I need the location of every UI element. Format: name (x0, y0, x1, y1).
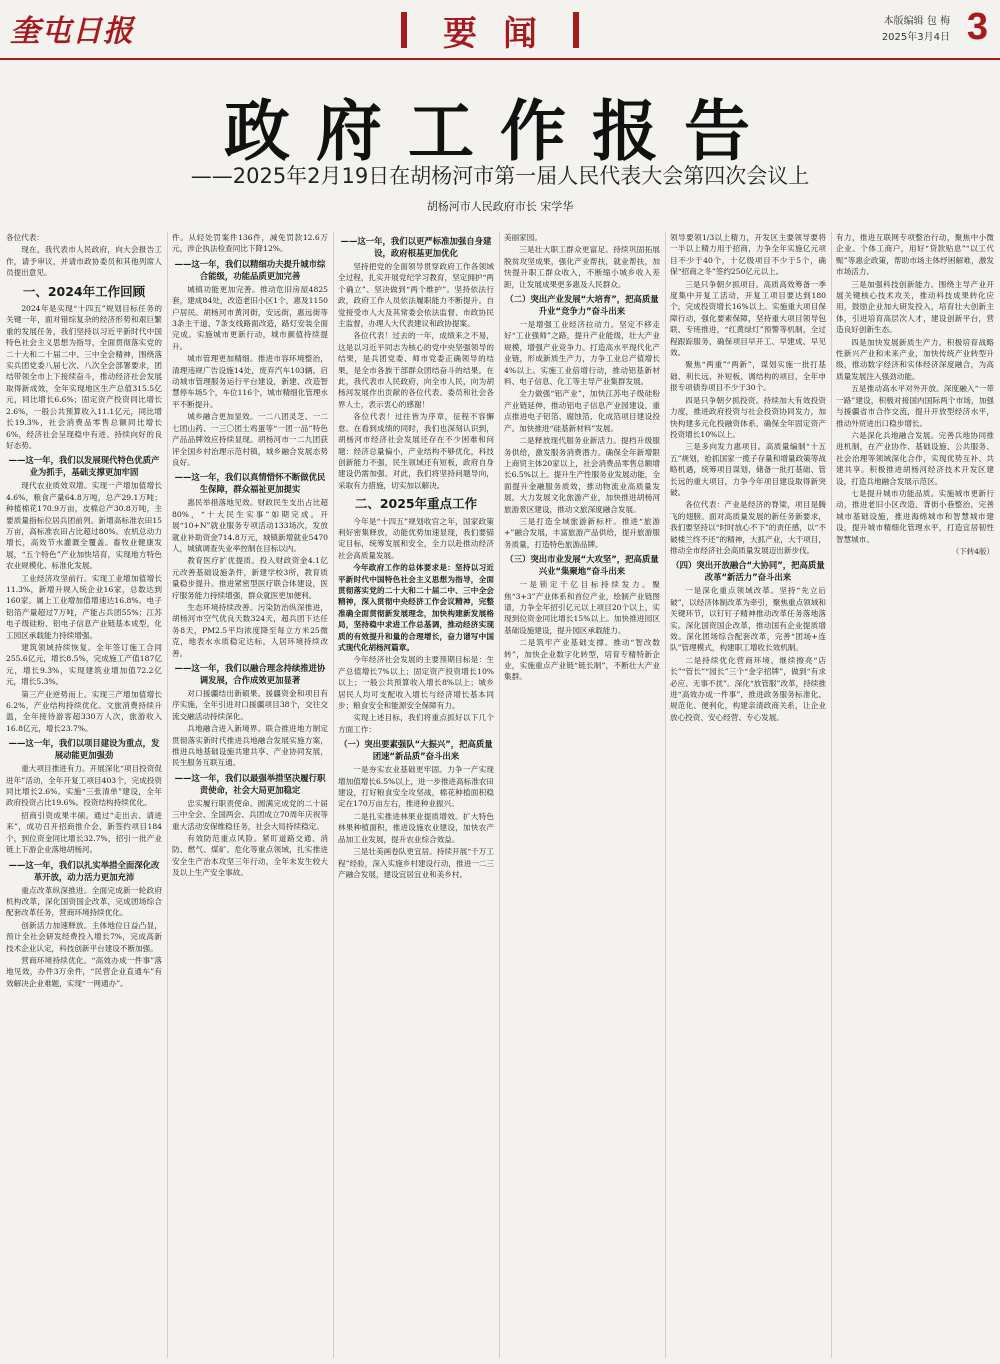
newspaper-header (0, 0, 1000, 62)
paragraph: 今年经济社会发展的主要预期目标是：生产总值增长7%以上；固定资产投资增长10%以上；一般公共预算收入增长8%以上；城乡居民人均可支配收入增长与经济增长基本同步；粮食安全和能源安全保障有力。 (338, 655, 494, 711)
masthead-logo[interactable]: 奎屯日报 (10, 14, 134, 49)
article-column-5 (670, 232, 826, 1358)
paragraph: 创新活力加速释放。主体地位日益凸显，预计全社会研发经费投入增长7%，完成高新技术企业认定，科技创新平台建设不断加强。 (6, 920, 162, 953)
paragraph: 二是筑牢产业基础支撑。推动“智改数转”，加快企业数字化转型，培育专精特新企业，实施重点产业链“链长制”，不断壮大产业集群。 (504, 638, 660, 682)
paragraph: 领导要领1/3以上精力，开发区主要领导要将一半以上精力用于招商，力争全年实施亿元项目不少于40个，十亿级项目不少于5个，确保“招商之冬”签约250亿元以上。 (670, 233, 826, 277)
header-divider (0, 58, 1000, 60)
subsection-heading: （三）突出市业发展“大攻坚”，把高质量兴业“集聚地”奋斗出来 (505, 554, 659, 577)
article-title: 政府工作报告 (224, 93, 776, 170)
paragraph: 对口援疆结出新硕果。援疆资金和项目有序实施，全年引进对口援疆项目38个，交往交流交融活动持续深化。 (172, 689, 328, 721)
editor-line: 本版编辑 包 梅 (883, 16, 950, 27)
paragraph: 建筑领域持续恢复。全年签订施工合同255.6亿元，增长8.5%，完成施工产值187亿元，增长9.3%，实现建筑业增加值72.2亿元，增长5.3%。 (6, 643, 162, 687)
section-banner (385, 8, 595, 52)
paragraph: 三是多向发力惠项目。高质量编制“十五五”规划，抢抓国家一揽子存量和增量政策等战略机遇，统筹项目谋划，储备一批打基础、管长远的重大项目，力争今年项目建设取得新突破。 (670, 442, 826, 497)
article-byline: 胡杨河市人民政府市长 宋学华 (426, 200, 574, 213)
subsection-heading: （二）突出产业发展“大培育”，把高质量升业“竞争力”奋斗出来 (505, 294, 659, 317)
paragraph: 一是深化重点领域改革。坚持“先立后破”，以经济体制改革为牵引，聚焦重点领域和关键环节，以钉钉子精神推动改革任务落地落实。深化国资国企改革，推动国有企业提质增效。深化团场综合配套改革，完善“团场+连队”管理模式，构建职工增收长效机制。 (670, 586, 826, 653)
paragraph: 生态环境持续改善。污染防治纵深推进，胡杨河市空气优良天数324天，超兵团下达任务8天，PM2.5平均浓度降至每立方米25微克，地表水水质稳定达标，人居环境持续改善。 (172, 602, 328, 658)
subsection-heading: （一）突出要素强队“大振兴”，把高质量团速“新品质”奋斗出来 (339, 739, 493, 762)
column-divider (665, 232, 666, 1358)
section-title: 要闻 (443, 13, 563, 54)
subsection-heading: ——这一年，我们以精细功夫提升城市综合能级，功能品质更加完善 (174, 258, 326, 281)
continued-on-page-link[interactable]: （下转4版） (951, 546, 994, 556)
paragraph: 现代农业质效双增。实现一产增加值增长4.6%，粮食产量64.8万吨，总产29.1万吨；种植棉花170.9万亩，皮棉总产30.8万吨，主要质量指标位居兵团前列。新增高标准农田15万亩，高标准农田占比超过80%。农机总动力增长，高效节水灌溉全覆盖。畜牧业健康发展，“五个特色”产业加快培育，实现地方特色农业规模化、标准化发展。 (6, 481, 162, 571)
article-subtitle: ——2025年2月19日在胡杨河市第一届人民代表大会第四次会议上 (190, 164, 810, 188)
paragraph: 三是壮美画卷队更宜居。持续开展“千万工程”经验，深入实施乡村建设行动，推进一二三产融合发展，建设宜居宜业和美乡村。 (338, 847, 494, 879)
paragraph: 有效防范重点风险。紧盯道路交通、消防、燃气、煤矿、危化等重点领域，扎实推进安全生产治本攻坚三年行动，全年未发生较大及以上生产安全事故。 (172, 834, 328, 878)
paragraph: 聚焦“两重”“两新”，谋划实施一批打基础、利长远、补短板、调结构的项目，全年申报专项债券项目不少于30个。 (670, 360, 826, 393)
column-divider (333, 232, 334, 1358)
paragraph: 三是只争朝夕抓项目。高质高效筹备一季度集中开复工活动，开复工项目要达到180个，完成投资增长16%以上。实施重大项目保障行动，强化要素保障，坚持重大项目领导包联、专班推进，“红黄绿灯”预警等机制，全过程跟踪服务，确保项目早开工、早建成、早见效。 (670, 279, 826, 358)
paragraph: 工业经济攻坚前行。实现工业增加值增长11.3%，新增升规入统企业16家，总数达到160家。属上工业增加值增速达16.8%。电子铝箔产量超过7万吨，产能占兵团55%；江苏电子级硅粉、铝电子信息产业链基本成型，化工园区承载能力持续增强。 (6, 573, 162, 640)
paragraph: 四是加快发展新质生产力。积极培育战略性新兴产业和未来产业，加快传统产业转型升级，推动数字经济和实体经济深度融合，为高质量发展注入强劲动能。 (836, 337, 994, 381)
paragraph: 三是加强科技创新能力。围绕主导产业开展关键核心技术攻关，推动科技成果转化应用，鼓励企业加大研发投入，培育壮大创新主体，引进培育高层次人才，建设创新平台，营造良好创新生态。 (836, 279, 994, 335)
paragraph: 件。从轻处罚案件136件，减免罚款12.6万元，涉企执法检查同比下降12%。 (172, 233, 328, 254)
paragraph: 二是扎实推进林果业提质增效。扩大特色林果种植面积，推进设施农业建设，加快农产品加工业发展，提升农业综合效益。 (338, 811, 494, 844)
column-divider (499, 232, 500, 1358)
paragraph: 一是锁定千亿目标持续发力。聚焦“3+3”产业体系和首位产业，绘制产业链图谱，力争全年招引亿元以上项目20个以上，实现到位资金同比增长15%以上。加快推进园区基础设施建设，提升园区承载能力。 (504, 580, 660, 635)
paragraph: 营商环境持续优化。“高效办成一件事”落地见效，办件3万余件，“民营企业直通车”有效解决企业难题，实现“一网通办”。 (6, 955, 162, 988)
paragraph: 城镇功能更加完善。推动危旧房屋4825套，建成84处，改造老旧小区1个，惠及1150户居民。胡杨河市黄河街，安远街，惠远街等3条主干道、7条支线路面改造，路灯安装全面完成。实施城市更新行动，城市颜值持续提升。 (172, 284, 328, 351)
paragraph: 实现上述目标，我们将重点抓好以下几个方面工作： (338, 713, 494, 734)
section-heading-review: 一、2024年工作回顾 (22, 283, 146, 299)
column-divider (831, 232, 832, 1358)
subsection-heading: （四）突出开放融合“大协同”，把高质量改革“新活力”奋斗出来 (671, 560, 825, 583)
salutation: 各位代表： (6, 233, 44, 242)
subsection-heading: ——这一年，我们以融合理念持续推进协调发展，合作成效更加显著 (174, 663, 326, 685)
column-divider (167, 232, 168, 1358)
editor-info (882, 14, 950, 46)
paragraph: 重点改革纵深推进。全面完成新一轮政府机构改革，深化国资国企改革，完成团场综合配套改革任务，营商环境持续优化。 (6, 885, 162, 918)
article-column-4 (504, 232, 660, 1358)
subsection-heading: ——这一年，我们以项目建设为重点，发展动能更加强劲 (8, 738, 160, 761)
page-number: 3 (966, 6, 988, 48)
paragraph: 二是释放现代服务业新活力。提档升级服务供给，激发服务消费潜力。确保全年新增限上商贸主体20家以上，社会消费品零售总额增长6.5%以上。提升生产性服务业发展动能，全面提升金融服务质效，推动物流业高质量发展。大力发展文化旅游产业，加快推进胡杨河旅游景区建设，推动文旅深度融合发展。 (504, 436, 660, 514)
subsection-heading: ——这一年，我们以最强举措坚决履行职责使命，社会大局更加稳定 (174, 772, 326, 795)
paragraph: 各位代表！过往皆为序章，征程不容懈怠。在看到成绩的同时，我们也深刻认识到，胡杨河市经济社会发展还存在不少困难和问题：经济总量偏小，产业结构不够优化，科技创新能力不强，民生领域还有短板，政府自身建设仍需加强。对此，我们将坚持问题导向，采取有力措施，切实加以解决。 (338, 412, 494, 490)
subsection-heading: ——这一年，我们以更严标准加强自身建设，政府根基更加优化 (340, 236, 492, 258)
paragraph: 招商引资成果丰硕。通过“走出去、请进来”，成功召开招商推介会，新签约项目184个，到位资金同比增长32.7%，招引一批产业链上下游企业落地胡杨河。 (6, 810, 162, 855)
subsection-heading: ——这一年，我们以真情惜怀不断做优民生保障，群众福祉更加提实 (174, 472, 326, 495)
paragraph: 城乡融合更加显效。一二八团灵芝、一二七团山药、一三〇团土鸡蛋等“一团一品”特色产品品牌效应持续显现。胡杨河市一二九团获评全国乡村治理示范村镇，城乡融合发展态势良好。 (172, 412, 328, 467)
paragraph: 2024年是实现“十四五”规划目标任务的关键一年，面对错综复杂的经济形势和艰巨繁重的发展任务，我们坚持以习近平新时代中国特色社会主义思想为指导，全面贯彻落实党的二十大和二十届二中、三中全会精神，围绕落实兵团党委八届七次、八次全会部署要求，团结带领全市上下接续奋斗，推动经济社会发展取得新成效，全年实现地区生产总值315.5亿元，同比增长6.6%；固定资产投资同比增长2.6%，一般公共预算收入11.1亿元，同比增长19.3%，社会消费品零售总额同比增长6%，经济社会呈现稳中有进、持续向好的良好态势。 (6, 304, 162, 450)
article-column-6 (836, 232, 994, 1358)
article-column-1 (6, 232, 162, 1358)
paragraph: 教育医疗扩优提质。投入财政资金4.1亿元改善基础设施条件，新建学校3所，教育质量稳步提升。推进紧密型医疗联合体建设，医疗服务能力持续增强，群众就医更加便利。 (172, 556, 328, 600)
article-column-3 (338, 232, 494, 1358)
paragraph: 一是增强工业经济拉动力。坚定不移走好“工业强师”之路，提升产业能级，壮大产业规模，增强产业竞争力。打造高水平现代化产业链，形成新质生产力，力争工业总产值增长4%以上。实施工业倍增行动，推动铝基新材料、电子信息、化工等主导产业集群发展。 (504, 320, 660, 387)
paragraph: 重大项目推进有力。开展深化“项目投资促进年”活动，全年开复工项目403个，完成投资同比增长2.6%。实施“三张清单”建设，全年政府投资占比19.6%。投资结构持续优化。 (6, 764, 162, 808)
paragraph: 各位代表：产业是经济的脊梁，项目是腾飞的翅膀。面对高质量发展的新任务新要求，我们要坚持以“时时放心不下”的责任感，以“不破楼兰终不还”的精神，大抓产业，大干项目，推动全市经济社会高质量发展迈出新步伐。 (670, 500, 826, 555)
paragraph: 二是持续优化营商环境。继续擦亮“店长”“管长”“园长”三个“金字招牌”，做到“有求必应、无事不扰”。深化“放管服”改革，持续推进“高效办成一件事”，推进政务服务标准化、规范化、便利化，构建亲清政商关系，让企业放心投资、安心经营、专心发展。 (670, 655, 826, 722)
subsection-heading: ——这一年，我们以扎实举措全面深化改革开放，动力活力更加充沛 (8, 859, 160, 882)
banner-bar-left (401, 12, 407, 48)
paragraph: 各位代表！过去的一年，成绩来之不易，这是以习近平同志为核心的党中央坚强领导的结果，是兵团党委、师市党委正确领导的结果，是全市各族干部群众团结奋斗的结果。在此，我代表市人民政府，向全市人民，向为胡杨河发展作出贡献的各位代表、委员和社会各界人士，表示衷心的感谢！ (338, 331, 494, 409)
paragraph: 全力做强“铝产业”，加快江苏电子级硅粉产业链延伸，推动铝电子信息产业园建设，重点推进电子铝箔、腐蚀箔、化成箔项目建设投产。加快推进“硅基新材料”发展。 (504, 389, 660, 433)
paragraph: 第三产业逆势而上。实现三产增加值增长6.2%，产业结构持续优化。文旅消费持续升温，全年接待游客超330万人次，旅游收入16.8亿元，增长23.7%。 (6, 689, 162, 733)
paragraph: 五是推动高水平对外开放。深度融入“一带一路”建设，积极对接国内国际两个市场，加强与援疆省市合作交流，提升开放型经济水平，推动外贸进出口稳步增长。 (836, 384, 994, 428)
paragraph: 兵地融合进入新境界。联合推进地方制定贯彻落实新时代推进兵地融合发展实施方案，推进兵地基础设施共建共享、产业协同发展，民生服务互联互通。 (172, 724, 328, 768)
paragraph: 惠民举措落地见效。财政民生支出占比超80%，“十大民生实事”如期完成。开展“10+N”就业服务专项活动133场次，发放就业补助资金714.8万元，城镇新增就业5470人，城镇调查失业率控制在目标以内。 (172, 498, 328, 553)
general-requirements: 今年政府工作的总体要求是：坚持以习近平新时代中国特色社会主义思想为指导，全面贯彻落实党的二十大和二十届二中、三中全会精神，深入贯彻中央经济工作会议精神，完整准确全面贯彻新发展理念，加快构建新发展格局，坚持稳中求进工作总基调，推动经济实现质的有效提升和量的合理增长，奋力谱写中国式现代化胡杨河篇章。 (338, 563, 494, 652)
paragraph: 六是深化兵地融合发展。完善兵地协同推进机制，在产业协作、基础设施、公共服务、社会治理等领域深化合作，实现优势互补、共建共享。积极推进胡杨河经济技术开发区建设，打造兵地融合发展示范区。 (836, 430, 994, 486)
subsection-heading: ——这一年，我们以发展现代特色优质产业为抓手，基础支撑更加牢固 (8, 455, 160, 478)
article-column-2 (172, 232, 328, 1358)
paragraph: 今年是“十四五”规划收官之年，国家政策利好密集释放，动能优势加速显现，我们要锚定目标，统筹发展和安全，全力以赴推动经济社会高质量发展。 (338, 516, 494, 560)
paragraph: 一是夯实农业基础更牢固。力争一产实现增加值增长6.5%以上，进一步推进高标准农田建设，打好粮食安全攻坚战，棉花种植面积稳定在170万亩左右，推进种业振兴。 (338, 765, 494, 809)
paragraph: 美丽家园。 (504, 233, 542, 242)
paragraph: 有力，推进互联网专项整治行动，聚焦中小微企业、个体工商户，用好“贷款贴息”“以工代赈”等惠企政策，帮助市场主体纾困解难，激发市场活力。 (836, 233, 994, 277)
paragraph: 三是打造全域旅游新标杆。推进“旅游+”融合发展，丰富旅游产品供给，提升旅游服务质量，打造特色旅游品牌。 (504, 516, 660, 549)
issue-date: 2025年3月4日 (881, 32, 950, 43)
paragraph: 四是只争朝夕抓投资。持续加大有效投资力度，推进政府投资与社会投资协同发力，加快构建多元化投融资体系，确保全年固定资产投资增长10%以上。 (670, 395, 826, 439)
paragraph: 坚持把党的全面领导贯穿政府工作各领域全过程，扎实开展党纪学习教育，坚定拥护“两个确立”、坚决做到“两个维护”。坚持依法行政，政府工作人员依法履职能力不断提升。自觉接受市人大及其常委会依法监督、市政协民主监督，办理人大代表建议和政协提案。 (338, 262, 494, 329)
banner-bar-right (573, 12, 579, 48)
paragraph: 忠实履行职责使命。圆满完成党的二十届三中全会、全国两会、兵团成立70周年庆祝等重大活动安保维稳任务，社会大局持续稳定。 (172, 798, 328, 831)
section-heading-tasks: 二、2025年重点工作 (354, 496, 478, 512)
paragraph: 三是壮大职工群众更富足。持续巩固拓展脱贫攻坚成果，强化产业帮扶，就业帮扶，加快提升职工群众收入，不断缩小城乡收入差距，让发展成果更多惠及人民群众。 (504, 245, 660, 289)
intro-paragraph: 现在，我代表市人民政府，向大会报告工作，请予审议，并请市政协委员和其他列席人员提出意见。 (6, 245, 162, 278)
paragraph: 城市管理更加精细。推进市容环境整治，清理违规广告设施14处，废弃汽车103辆。启动城市管理服务运行平台建设，新建、改造智慧停车场5个，车位116个，城市精细化管理水平不断提升。 (172, 354, 328, 409)
paragraph: 七是提升城市功能品质。实施城市更新行动，推进老旧小区改造、背街小巷整治，完善城市基础设施，推进海绵城市和智慧城市建设，提升城市精细化管理水平，打造宜居韧性智慧城市。 (836, 488, 994, 544)
